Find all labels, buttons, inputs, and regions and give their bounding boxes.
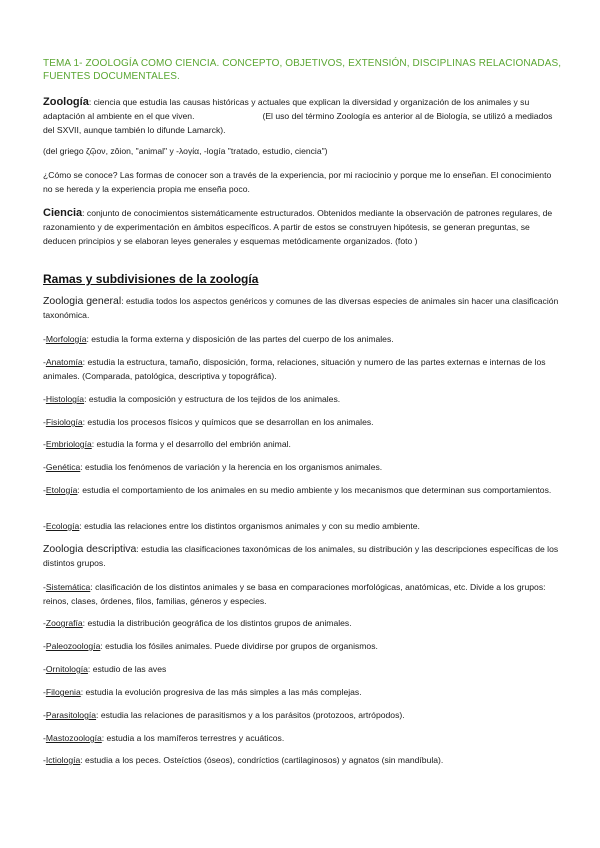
item-term: Sistemática [45, 582, 91, 592]
list-item: -Ictiología: estudia a los peces. Osteíctios (óseos), condríctios (cartilaginosos) y agnatos (sin mandíbula). [43, 755, 444, 765]
item-term: Anatomía [45, 357, 83, 367]
list-item: -Fisiología: estudia los procesos físicos y químicos que se desarrollan en los animales. [43, 417, 374, 427]
item-text: : estudia a los mamíferos terrestres y acuáticos. [101, 733, 285, 743]
item-text: : estudia la forma y el desarrollo del embrión animal. [91, 439, 291, 449]
item-term: Ornitología [45, 664, 88, 674]
list-item: -Mastozoología: estudia a los mamíferos terrestres y acuáticos. [43, 733, 285, 743]
item-term: Filogenia [45, 687, 81, 697]
document-title: TEMA 1- ZOOLOGÍA COMO CIENCIA. CONCEPTO, OBJETIVOS, EXTENSIÓN, DISCIPLINAS RELACIONADAS, FUENTES DOCUMENTALES. [43, 58, 562, 82]
zoologia-text: : ciencia que estudia las causas históricas y actuales que explican la diversidad y organización de los animales y su adaptación al ambiente en el que viven. [43, 97, 530, 121]
item-term: Ictiología [45, 755, 81, 765]
zoologia-descriptiva-heading: Zoologia descriptiva [43, 543, 137, 555]
item-text: : estudia el comportamiento de los animales en su medio ambiente y los mecanismos que determinan sus comportamientos. [77, 485, 552, 495]
list-item: -Paleozoología: estudia los fósiles animales. Puede dividirse por grupos de organismos. [43, 641, 378, 651]
item-term: Zoografía [45, 618, 83, 628]
item-text: : estudio de las aves [87, 664, 167, 674]
item-term: Parasitología [45, 710, 97, 720]
zoologia-descriptiva-text: : estudia las clasificaciones taxonómicas de los animales, su distribución y las descripciones específicas de los distintos grupos. [43, 544, 559, 568]
como-se-conoce: ¿Cómo se conoce? Las formas de conocer son a través de la experiencia, por mi raciocinio y porque me lo enseñan. El conocimiento no se hereda y la experiencia propia me enseña poco. [43, 170, 552, 194]
ciencia-text: : conjunto de conocimientos sistemáticamente estructurados. Obtenidos mediante la observación de patrones regulares, de razonamiento y de experimentación en ámbitos específicos. A partir de estos se construyen hipótesis, se generan preguntas, se deducen principios y se elaboran leyes generales y esquemas metódicamente organizados. (foto ) [43, 208, 553, 246]
item-text: : estudia las relaciones de parasitismos y a los parásitos (protozoos, artrópodos). [96, 710, 405, 720]
item-text: : estudia la forma externa y disposición de las partes del cuerpo de los animales. [86, 334, 394, 344]
zoologia-general-text: : estudia todos los aspectos genéricos y comunes de las diversas especies de animales sin hacer una clasificación taxonómica. [43, 296, 559, 320]
zoologia-general [43, 294, 563, 322]
list-item: -Ornitología: estudio de las aves [43, 664, 167, 674]
ciencia-term: Ciencia [43, 207, 83, 219]
item-text: : estudia la distribución geográfica de los distintos grupos de animales. [82, 618, 352, 628]
item-term: Etología [45, 485, 78, 495]
list-item: -Filogenia: estudia la evolución progresiva de las más simples a las más complejas. [43, 687, 362, 697]
list-item: -Anatomía: estudia la estructura, tamaño, disposición, forma, relaciones, situación y numero de las partes externas e internas de los animales. (Comparada, patológica, descriptiva y topográfica). [43, 357, 546, 381]
item-text: : estudia a los peces. Osteíctios (óseos), condríctios (cartilaginosos) y agnatos (sin mandíbula). [80, 755, 444, 765]
list-item: -Ecología: estudia las relaciones entre los distintos organismos animales y con su medio ambiente. [43, 521, 420, 531]
list-item: -Histología: estudia la composición y estructura de los tejidos de los animales. [43, 394, 341, 404]
list-item: -Sistemática: clasificación de los distintos animales y se basa en comparaciones morfológicas, anatómicas, etc. Divide a los grupos: reinos, clases, órdenes, filos, familias, géneros y especies. [43, 582, 546, 606]
list-item: -Embriología: estudia la forma y el desarrollo del embrión animal. [43, 439, 291, 449]
list-item: -Genética: estudia los fenómenos de variación y la herencia en los organismos animales. [43, 462, 383, 472]
ramas-heading: Ramas y subdivisiones de la zoología [43, 272, 259, 286]
item-term: Embriología [45, 439, 92, 449]
item-text: : estudia la estructura, tamaño, disposición, forma, relaciones, situación y numero de las partes externas e internas de los animales. (Comparada, patológica, descriptiva y topográfica). [43, 357, 546, 381]
item-term: Paleozoología [45, 641, 101, 651]
zoologia-term: Zoología [43, 96, 89, 108]
item-term: Histología [45, 394, 85, 404]
item-text: : clasificación de los distintos animales y se basa en comparaciones morfológicas, anatómicas, etc. Divide a los grupos: reinos, clases, órdenes, filos, familias, géneros y especies. [43, 582, 546, 606]
item-term: Mastozoología [45, 733, 102, 743]
list-item: -Parasitología: estudia las relaciones de parasitismos y a los parásitos (protozoos, artrópodos). [43, 710, 405, 720]
item-term: Morfología [45, 334, 87, 344]
item-term: Ecología [45, 521, 80, 531]
etymology: (del griego ζῷον, zôion, "animal" y -λογία, -logía "tratado, estudio, ciencia") [43, 146, 328, 156]
item-text: : estudia los procesos físicos y químicos que se desarrollan en los animales. [82, 417, 374, 427]
zoologia-note: (El uso del término Zoología es anterior al de Biología, se utilizó a mediados del SXVII, aunque también lo difunde Lamarck). [43, 111, 553, 135]
zoologia-general-heading: Zoologia general [43, 295, 122, 307]
ciencia-definition [43, 206, 563, 248]
zoologia-definition [43, 95, 563, 137]
item-term: Genética [45, 462, 81, 472]
item-text: : estudia la evolución progresiva de las más simples a las más complejas. [80, 687, 362, 697]
item-text: : estudia las relaciones entre los distintos organismos animales y con su medio ambiente. [79, 521, 420, 531]
list-item: -Etología: estudia el comportamiento de los animales en su medio ambiente y los mecanismos que determinan sus comportamientos. [43, 485, 552, 495]
list-item: -Morfología: estudia la forma externa y disposición de las partes del cuerpo de los animales. [43, 334, 394, 344]
item-text: : estudia la composición y estructura de los tejidos de los animales. [84, 394, 341, 404]
zoologia-descriptiva [43, 542, 563, 570]
item-text: : estudia los fenómenos de variación y la herencia en los organismos animales. [80, 462, 383, 472]
item-text: : estudia los fósiles animales. Puede dividirse por grupos de organismos. [100, 641, 378, 651]
item-term: Fisiología [45, 417, 83, 427]
list-item: -Zoografía: estudia la distribución geográfica de los distintos grupos de animales. [43, 618, 352, 628]
